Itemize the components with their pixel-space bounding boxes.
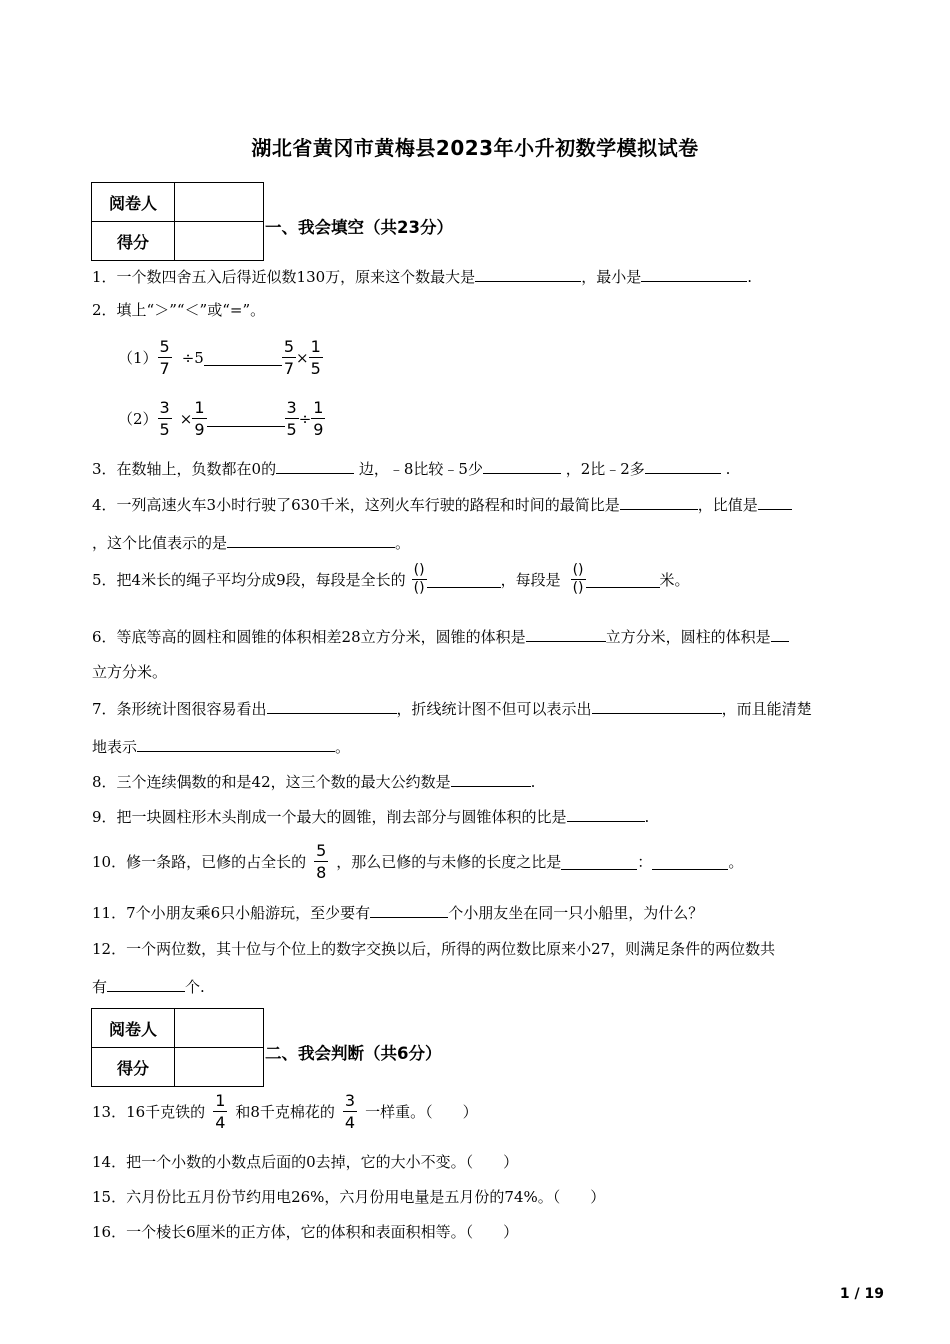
fraction: $\frac{()}{()}$ [572, 562, 584, 596]
score-cell[interactable] [175, 1048, 264, 1087]
blank[interactable] [758, 494, 792, 510]
reviewer-label: 阅卷人 [92, 183, 175, 222]
blank[interactable] [107, 976, 185, 992]
fraction: $\frac{5}{8}$ [316, 841, 327, 882]
blank[interactable] [227, 532, 395, 548]
blank[interactable] [204, 350, 282, 366]
question-12-cont: 有 个. [92, 978, 205, 996]
blank[interactable] [652, 854, 728, 870]
blank[interactable] [567, 806, 645, 822]
blank[interactable] [207, 411, 285, 427]
question-14: 14．把一个小数的小数点后面的0去掉，它的大小不变。（ ） [92, 1153, 519, 1171]
question-11: 11．7个小朋友乘6只小船游玩，至少要有 个小朋友坐在同一只小船里，为什么？ [92, 904, 704, 922]
score-cell[interactable] [175, 222, 264, 261]
blank[interactable] [370, 902, 448, 918]
question-12: 12．一个两位数，其十位与个位上的数字交换以后，所得的两位数比原来小27，则满足条件的两位数共 [92, 940, 776, 958]
score-box [91, 182, 264, 261]
blank[interactable] [526, 626, 606, 642]
question-10: 10．修一条路，已修的占全长的 $\frac{5}{8}$ ，那么已修的与未修的长度之比是 ： 。 [92, 841, 744, 882]
blank[interactable] [645, 458, 721, 474]
question-15: 15．六月份比五月份节约用电26%，六月份用电量是五月份的74%。（ ） [92, 1188, 606, 1206]
fraction: $\frac{3}{5}$ [159, 398, 170, 439]
fraction: $\frac{1}{9}$ [313, 398, 324, 439]
fraction: $\frac{3}{4}$ [344, 1091, 356, 1132]
reviewer-cell[interactable] [175, 1009, 264, 1048]
question-1: 1．一个数四舍五入后得近似数130万，原来这个数最大是 ，最小是 . [92, 268, 752, 286]
blank[interactable] [641, 266, 747, 282]
question-2: 2．填上“＞”“＜”或“=”。 [92, 301, 266, 319]
question-8: 8．三个连续偶数的和是42，这三个数的最大公约数是 . [92, 773, 536, 791]
question-3: 3．在数轴上，负数都在0的 边，﹣8比较﹣5少 ，2比﹣2多 . [92, 460, 731, 478]
reviewer-label: 阅卷人 [92, 1009, 175, 1048]
blank[interactable] [592, 698, 722, 714]
blank[interactable] [267, 698, 397, 714]
fraction: $\frac{1}{9}$ [194, 398, 205, 439]
question-13: 13．16千克铁的 $\frac{1}{4}$ 和8千克棉花的 $\frac{3}{4}$ 一样重。（ ） [92, 1091, 478, 1132]
blank[interactable] [427, 572, 501, 588]
question-9: 9．把一块圆柱形木头削成一个最大的圆锥，削去部分与圆锥体积的比是 . [92, 808, 650, 826]
blank[interactable] [586, 572, 660, 588]
question-4-cont: ，这个比值表示的是 。 [92, 534, 411, 552]
question-16: 16．一个棱长6厘米的正方体，它的体积和表面积相等。（ ） [92, 1223, 519, 1241]
section-heading-2: 二、我会判断（共6分） [265, 1044, 442, 1063]
page-number: 1 / 19 [839, 1286, 884, 1302]
question-2-part-1: （1） $\frac{5}{7}$ ÷5 $\frac{5}{7}$ × $\frac{1}{5}$ [118, 337, 321, 378]
question-2-part-2: （2） $\frac{3}{5}$ × $\frac{1}{9}$ $\frac{3}{5}$ ÷ $\frac{1}{9}$ [118, 398, 324, 439]
fraction: $\frac{1}{4}$ [215, 1091, 226, 1132]
question-6: 6．等底等高的圆柱和圆锥的体积相差28立方分米，圆锥的体积是 立方分米，圆柱的体积是 [92, 626, 789, 647]
score-label: 得分 [92, 222, 175, 261]
question-4: 4．一列高速火车3小时行驶了630千米，这列火车行驶的路程和时间的最简比是 ，比值是 [92, 494, 792, 515]
section-heading-1: 一、我会填空（共23分） [265, 218, 453, 237]
question-6-cont: 立方分米。 [92, 663, 168, 681]
question-7: 7．条形统计图很容易看出 ，折线统计图不但可以表示出 ，而且能清楚 [92, 700, 812, 718]
score-box [91, 1008, 264, 1087]
fraction: $\frac{5}{7}$ [159, 337, 170, 378]
blank[interactable] [483, 458, 561, 474]
reviewer-cell[interactable] [175, 183, 264, 222]
page-title: 湖北省黄冈市黄梅县2023年小升初数学模拟试卷 [251, 136, 699, 160]
question-7-cont: 地表示 。 [92, 738, 351, 756]
blank[interactable] [561, 854, 637, 870]
fraction: $\frac{()}{()}$ [413, 562, 425, 596]
blank[interactable] [620, 494, 698, 510]
fraction: $\frac{5}{7}$ [283, 337, 295, 378]
blank[interactable] [475, 266, 581, 282]
blank[interactable] [137, 736, 335, 752]
score-label: 得分 [92, 1048, 175, 1087]
fraction: $\frac{1}{5}$ [310, 337, 321, 378]
question-5: 5．把4米长的绳子平均分成9段，每段是全长的 $\frac{()}{()}$ ，每段是 $\frac{()}{()}$ 米。 [92, 562, 690, 596]
fraction: $\frac{3}{5}$ [286, 398, 297, 439]
blank[interactable] [276, 458, 354, 474]
blank[interactable] [451, 771, 531, 787]
blank[interactable] [771, 626, 789, 642]
